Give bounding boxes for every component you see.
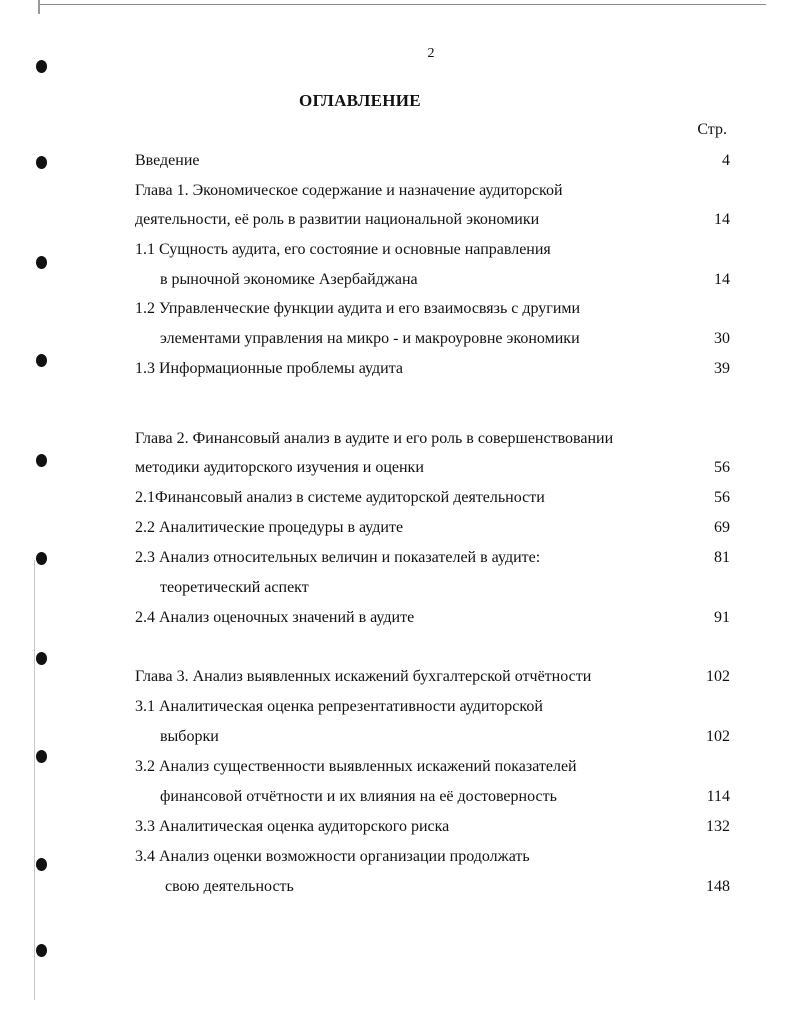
toc-entry (135, 268, 730, 292)
toc-entry-page: 14 (714, 211, 730, 228)
toc-entry (135, 516, 730, 540)
toc-entry (135, 576, 730, 600)
toc-entry-text: Введение (135, 152, 200, 169)
toc-entry-text: Глава 1. Экономическое содержание и назначение аудиторской (135, 182, 563, 199)
toc-entry (135, 606, 730, 630)
toc-entry (135, 238, 730, 262)
punch-hole-mark (36, 552, 47, 565)
punch-hole-mark (36, 750, 47, 763)
toc-entry-page: 30 (714, 330, 730, 347)
toc-entry-page: 102 (706, 668, 730, 685)
scan-border-top (38, 4, 766, 5)
toc-entry-text: Глава 2. Финансовый анализ в аудите и его роль в совершенствовании (135, 430, 614, 447)
punch-hole-mark (36, 454, 47, 467)
toc-entry-page: 56 (714, 489, 730, 506)
toc-entry-page: 148 (706, 878, 730, 895)
punch-hole-mark (36, 354, 47, 367)
toc-entry-page: 14 (714, 271, 730, 288)
scan-border-left (34, 560, 35, 1000)
toc-entry-page: 132 (706, 818, 730, 835)
toc-entry (135, 357, 730, 381)
toc-entry-page: 4 (722, 152, 730, 169)
toc-entry-text: элементами управления на микро - и макроуровне экономики (160, 330, 580, 347)
toc-entry-text: 3.1 Аналитическая оценка репрезентативности аудиторской (135, 698, 543, 715)
toc-entry (135, 845, 730, 869)
toc-entry-text: деятельности, её роль в развитии национальной экономики (135, 211, 540, 228)
punch-hole-mark (36, 256, 47, 269)
toc-entry (135, 297, 730, 321)
toc-entry-text: 2.2 Аналитические процедуры в аудите (135, 519, 404, 536)
toc-entry-page: 69 (714, 519, 730, 536)
toc-entry-text: свою деятельность (165, 878, 294, 895)
toc-entry (135, 149, 730, 173)
toc-entry-text: финансовой отчётности и их влияния на её достоверность (160, 788, 557, 805)
punch-hole-mark (36, 156, 47, 169)
toc-entry (135, 546, 730, 570)
toc-entry (135, 327, 730, 351)
page-column-header: Стр. (697, 121, 727, 138)
toc-entry (135, 755, 730, 779)
toc-entry-text: 1.3 Информационные проблемы аудита (135, 360, 403, 377)
toc-entry-page: 102 (706, 728, 730, 745)
toc-entry-text: 2.3 Анализ относительных величин и показателей в аудите: (135, 549, 541, 566)
toc-entry-text: Глава 3. Анализ выявленных искажений бухгалтерской отчётности (135, 668, 592, 685)
punch-hole-mark (36, 944, 47, 957)
toc-entry-text: 1.1 Сущность аудита, его состояние и основные направления (135, 241, 551, 258)
toc-entry (135, 815, 730, 839)
toc-entry (135, 875, 730, 899)
toc-entry (135, 665, 730, 689)
toc-entry-text: 3.4 Анализ оценки возможности организации продолжать (135, 848, 530, 865)
punch-hole-mark (36, 858, 47, 871)
toc-entry-page: 114 (706, 788, 730, 805)
punch-hole-mark (36, 60, 47, 73)
toc-entry-text: 2.4 Анализ оценочных значений в аудите (135, 609, 415, 626)
toc-entry (135, 725, 730, 749)
toc-entry-text: в рыночной экономике Азербайджана (160, 271, 418, 288)
toc-entry-page: 56 (714, 459, 730, 476)
toc-entry-page: 39 (714, 360, 730, 377)
toc-entry (135, 785, 730, 809)
toc-entry-page: 91 (714, 609, 730, 626)
toc-entry-text: 1.2 Управленческие функции аудита и его взаимосвязь с другими (135, 300, 581, 317)
page-number: 2 (427, 46, 435, 61)
toc-entry (135, 695, 730, 719)
toc-entry (135, 208, 730, 232)
toc-entry (135, 456, 730, 480)
toc-entry-text: 3.3 Аналитическая оценка аудиторского риска (135, 818, 450, 835)
toc-entry (135, 179, 730, 203)
toc-entry-text: выборки (160, 728, 219, 745)
toc-entry-text: теоретический аспект (160, 579, 309, 596)
toc-entry-text: 3.2 Анализ существенности выявленных искажений показателей (135, 758, 577, 775)
page-title: ОГЛАВЛЕНИЕ (299, 91, 421, 110)
toc-entry-page: 81 (714, 549, 730, 566)
toc-entry (135, 486, 730, 510)
punch-hole-mark (36, 652, 47, 665)
scan-border-corner (38, 0, 40, 14)
toc-entry-text: методики аудиторского изучения и оценки (135, 459, 424, 476)
toc-entry-text: 2.1Финансовый анализ в системе аудиторской деятельности (135, 489, 545, 506)
toc-entry (135, 427, 730, 451)
